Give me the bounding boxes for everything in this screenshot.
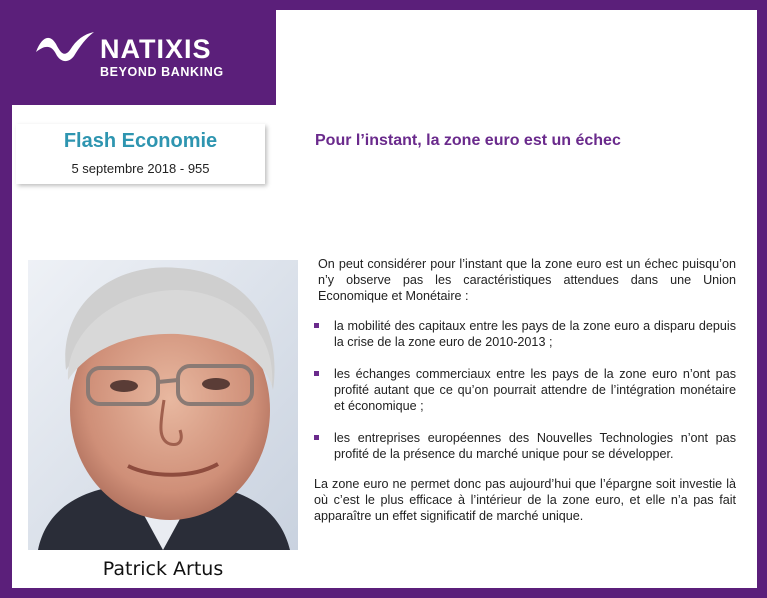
article-bullet-list <box>314 318 736 462</box>
publication-date: 5 septembre 2018 - 955 <box>71 161 210 176</box>
white-panel-top <box>276 10 757 105</box>
article-headline: Pour l’instant, la zone euro est un échec <box>315 132 621 149</box>
list-item <box>314 318 736 350</box>
brand-name: NATIXIS <box>100 34 212 64</box>
bullet-square-icon <box>314 323 319 328</box>
list-item <box>314 366 736 414</box>
list-item <box>314 430 736 462</box>
author-photo <box>28 260 298 550</box>
article-conclusion: La zone euro ne permet donc pas aujourd’hui que l’épargne soit investie là où c’est le plus efficace à l’intérieur de la zone euro, et elle n’a pas fait apparaître un effet significatif de marché unique. <box>314 477 736 523</box>
bullet-square-icon <box>314 371 319 376</box>
publication-title: Flash Economie <box>63 130 218 152</box>
article-intro: On peut considérer pour l’instant que la zone euro est un échec puisqu’on n’y observe pas les caractéristiques attendues dans une Union Economique et Monétaire : <box>318 257 736 303</box>
brand-logo <box>34 28 244 88</box>
publication-header <box>16 124 265 184</box>
author-name: Patrick Artus <box>102 558 224 580</box>
bullet-text: les échanges commerciaux entre les pays de la zone euro n’ont pas profité autant que ce qu’on pourrait attendre de l’intégration monétaire et économique ; <box>334 367 736 413</box>
article-body <box>314 256 736 524</box>
author-portrait-image <box>28 260 298 550</box>
bullet-text: les entreprises européennes des Nouvelles Technologies n’ont pas profité de la présence du marché unique pour se développer. <box>334 431 736 461</box>
bullet-square-icon <box>314 435 319 440</box>
bullet-text: la mobilité des capitaux entre les pays de la zone euro a disparu depuis la crise de la zone euro de 2010-2013 ; <box>334 319 736 349</box>
brand-tagline: BEYOND BANKING <box>100 65 224 79</box>
natixis-swoosh-icon <box>34 30 96 64</box>
